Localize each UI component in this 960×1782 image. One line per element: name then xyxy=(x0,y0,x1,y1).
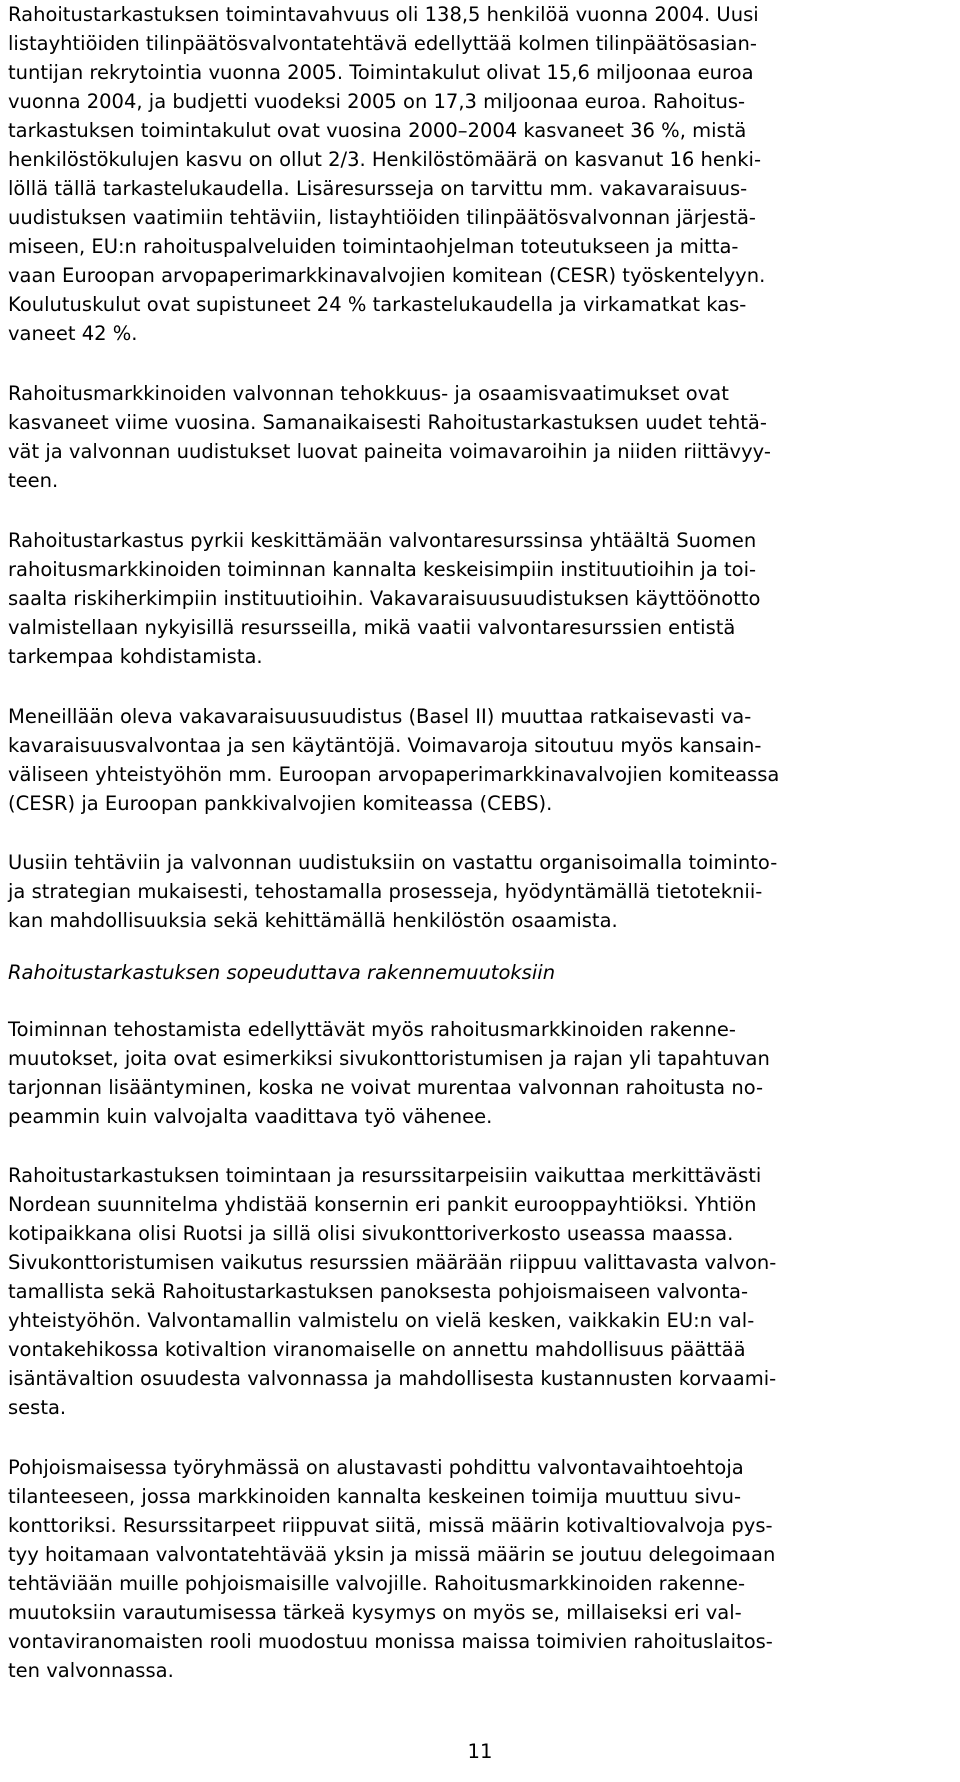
text-line: isäntävaltion osuudesta valvonnassa ja mahdollisesta kustannusten korvaami- xyxy=(8,1367,777,1390)
text-line: Rahoitustarkastus pyrkii keskittämään valvontaresurssinsa yhtäältä Suomen xyxy=(8,529,757,552)
text-line: teen. xyxy=(8,469,59,492)
text-line: Meneillään oleva vakavaraisuusuudistus (Basel II) muuttaa ratkaisevasti va- xyxy=(8,705,752,728)
text-line: kan mahdollisuuksia sekä kehittämällä henkilöstön osaamista. xyxy=(8,909,618,932)
paragraph-requirements xyxy=(8,379,948,495)
text-line: löllä tällä tarkastelukaudella. Lisäresursseja on tarvittu mm. vakavaraisuus- xyxy=(8,177,748,200)
text-line: Rahoitusmarkkinoiden valvonnan tehokkuus- ja osaamisvaatimukset ovat xyxy=(8,382,729,405)
text-line: rahoitusmarkkinoiden toiminnan kannalta keskeisimpiin instituutioihin ja toi- xyxy=(8,558,757,581)
paragraph-nordea xyxy=(8,1161,948,1422)
text-line: Sivukonttoristumisen vaikutus resurssien määrään riippuu valittavasta valvon- xyxy=(8,1251,777,1274)
text-line: tuntijan rekrytointia vuonna 2005. Toimintakulut olivat 15,6 miljoonaa euroa xyxy=(8,61,754,84)
paragraph-organisation xyxy=(8,848,948,935)
paragraph-resource-focus xyxy=(8,526,948,671)
text-line: Nordean suunnitelma yhdistää konsernin eri pankit eurooppayhtiöksi. Yhtiön xyxy=(8,1193,757,1216)
text-line: Rahoitustarkastuksen toimintaan ja resurssitarpeisiin vaikuttaa merkittävästi xyxy=(8,1164,762,1187)
text-line: vuonna 2004, ja budjetti vuodeksi 2005 on 17,3 miljoonaa euroa. Rahoitus- xyxy=(8,90,746,113)
text-line: ten valvonnassa. xyxy=(8,1659,174,1682)
text-line: muutoksiin varautumisessa tärkeä kysymys on myös se, millaiseksi eri val- xyxy=(8,1601,742,1624)
text-line: Rahoitustarkastuksen toimintavahvuus oli 138,5 henkilöä vuonna 2004. Uusi xyxy=(8,3,759,26)
text-line: vaan Euroopan arvopaperimarkkinavalvojien komitean (CESR) työskentelyyn. xyxy=(8,264,766,287)
text-line: Koulutuskulut ovat supistuneet 24 % tarkastelukaudella ja virkamatkat kas- xyxy=(8,293,747,316)
text-line: tarjonnan lisääntyminen, koska ne voivat murentaa valvonnan rahoitusta no- xyxy=(8,1076,764,1099)
text-line: vaneet 42 %. xyxy=(8,322,138,345)
text-line: Toiminnan tehostamista edellyttävät myös rahoitusmarkkinoiden rakenne- xyxy=(8,1018,736,1041)
text-line: väliseen yhteistyöhön mm. Euroopan arvopaperimarkkinavalvojien komiteassa xyxy=(8,763,780,786)
text-line: valmistellaan nykyisillä resursseilla, mikä vaatii valvontaresurssien entistä xyxy=(8,616,736,639)
section-heading xyxy=(8,958,948,987)
text-line: (CESR) ja Euroopan pankkivalvojien komiteassa (CEBS). xyxy=(8,792,553,815)
paragraph-nordic-working-group xyxy=(8,1453,948,1685)
text-line: vät ja valvonnan uudistukset luovat paineita voimavaroihin ja niiden riittävyy- xyxy=(8,440,771,463)
page-number: 11 xyxy=(467,1740,493,1763)
text-line: kasvaneet viime vuosina. Samanaikaisesti Rahoitustarkastuksen uudet tehtä- xyxy=(8,411,767,434)
text-line: tarkastuksen toimintakulut ovat vuosina 2000–2004 kasvaneet 36 %, mistä xyxy=(8,119,747,142)
text-line: miseen, EU:n rahoituspalveluiden toimintaohjelman toteutukseen ja mitta- xyxy=(8,235,739,258)
paragraph-staffing-costs xyxy=(8,0,948,348)
text-line: kavaraisuusvalvontaa ja sen käytäntöjä. Voimavaroja sitoutuu myös kansain- xyxy=(8,734,762,757)
text-line: vontaviranomaisten rooli muodostuu monissa maissa toimivien rahoituslaitos- xyxy=(8,1630,773,1653)
text-line: vontakehikossa kotivaltion viranomaiselle on annettu mahdollisuus päättää xyxy=(8,1338,746,1361)
paragraph-structural-change xyxy=(8,1015,948,1131)
text-line: tamallista sekä Rahoitustarkastuksen panoksesta pohjoismaiseen valvonta- xyxy=(8,1280,749,1303)
text-line: listayhtiöiden tilinpäätösvalvontatehtävä edellyttää kolmen tilinpäätösasian- xyxy=(8,32,757,55)
text-line: yhteistyöhön. Valvontamallin valmistelu on vielä kesken, vaikkakin EU:n val- xyxy=(8,1309,755,1332)
text-line: sesta. xyxy=(8,1396,67,1419)
text-line: muutokset, joita ovat esimerkiksi sivukonttoristumisen ja rajan yli tapahtuvan xyxy=(8,1047,770,1070)
text-line: peammin kuin valvojalta vaadittava työ vähenee. xyxy=(8,1105,493,1128)
text-line: Uusiin tehtäviin ja valvonnan uudistuksiin on vastattu organisoimalla toiminto- xyxy=(8,851,778,874)
text-line: henkilöstökulujen kasvu on ollut 2/3. Henkilöstömäärä on kasvanut 16 henki- xyxy=(8,148,762,171)
text-line: tehtäviään muille pohjoismaisille valvojille. Rahoitusmarkkinoiden rakenne- xyxy=(8,1572,746,1595)
text-line: uudistuksen vaatimiin tehtäviin, listayhtiöiden tilinpäätösvalvonnan järjestä- xyxy=(8,206,756,229)
text-line: ja strategian mukaisesti, tehostamalla prosesseja, hyödyntämällä tietoteknii- xyxy=(8,880,763,903)
text-line: tilanteeseen, jossa markkinoiden kannalta keskeinen toimija muuttuu sivu- xyxy=(8,1485,741,1508)
text-line: tyy hoitamaan valvontatehtävää yksin ja missä määrin se joutuu delegoimaan xyxy=(8,1543,776,1566)
section-heading-text: Rahoitustarkastuksen sopeuduttava rakennemuutoksiin xyxy=(8,961,556,984)
text-line: Pohjoismaisessa työryhmässä on alustavasti pohdittu valvontavaihtoehtoja xyxy=(8,1456,744,1479)
text-line: tarkempaa kohdistamista. xyxy=(8,645,263,668)
paragraph-basel xyxy=(8,702,948,818)
text-line: saalta riskiherkimpiin instituutioihin. Vakavaraisuusuudistuksen käyttöönotto xyxy=(8,587,761,610)
text-line: kotipaikkana olisi Ruotsi ja sillä olisi sivukonttoriverkosto useassa maassa. xyxy=(8,1222,734,1245)
text-line: konttoriksi. Resurssitarpeet riippuvat siitä, missä määrin kotivaltiovalvoja pys- xyxy=(8,1514,773,1537)
